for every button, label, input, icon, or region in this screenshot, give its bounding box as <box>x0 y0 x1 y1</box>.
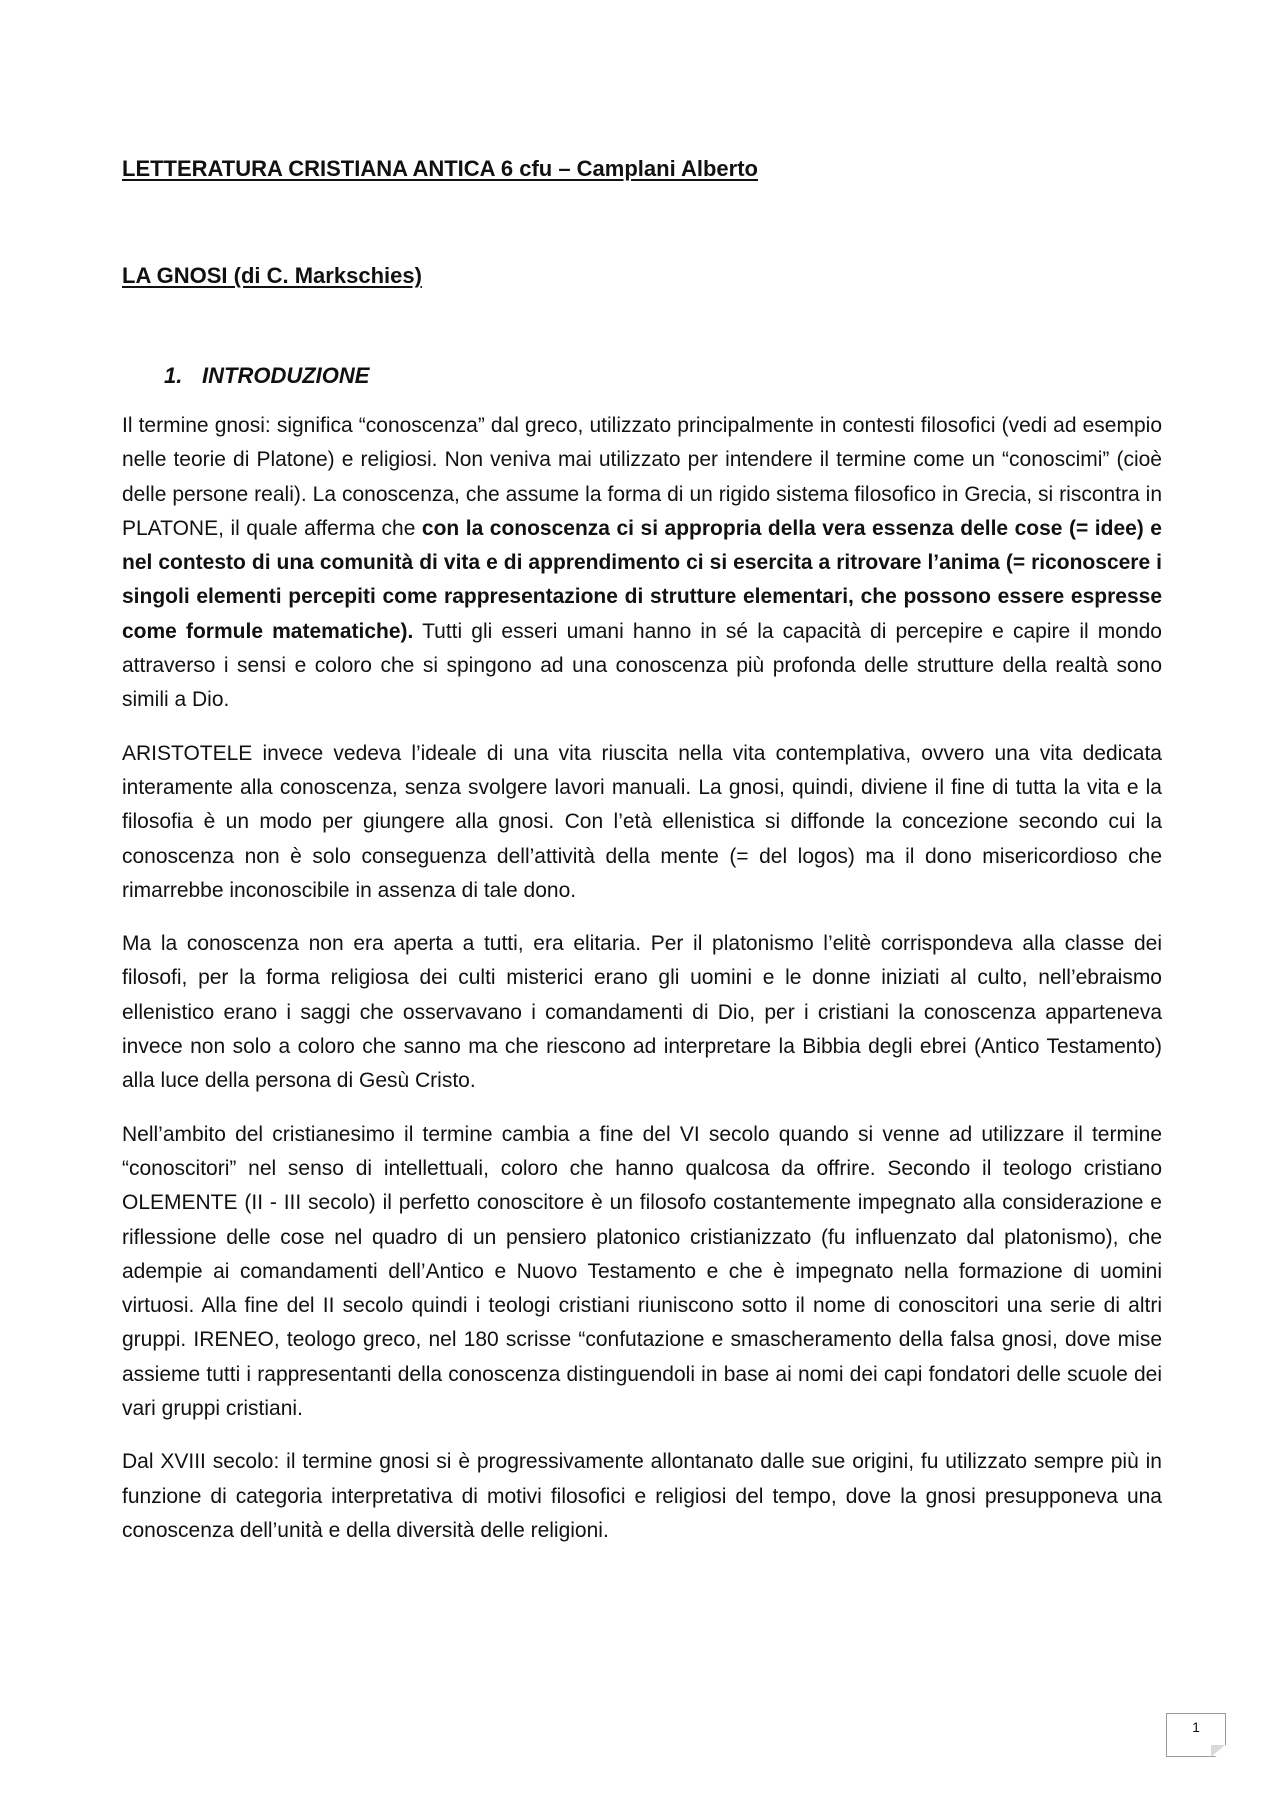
paragraph-1-text-b: Tutti gli esseri umani hanno in sé la capacità di percepire e capire il mondo attraverso i sensi e coloro che si spingono ad una conoscenza più profonda delle strutture della realtà sono simili a Dio. <box>122 619 1162 712</box>
page-number: 1 <box>1192 1719 1200 1735</box>
page-corner-fold-icon <box>1211 1745 1225 1757</box>
paragraph-1-bold-text: con la conoscenza ci si appropria della vera essenza delle cose (= idee) e nel contesto di una comunità di vita e di apprendimento ci si esercita a ritrovare l’anima (= riconoscere i singoli elementi percepiti come rappresentazione di strutture elementari, che possono essere espresse come formule matematiche). <box>122 516 1162 643</box>
document-body <box>122 409 1162 1567</box>
paragraph-1 <box>122 409 1162 718</box>
section-title: INTRODUZIONE <box>202 363 370 388</box>
section-heading <box>164 363 369 389</box>
paragraph-1-text-a: Il termine gnosi: significa “conoscenza” dal greco, utilizzato principalmente in contesti filosofici (vedi ad esempio nelle teorie di Platone) e religiosi. Non veniva mai utilizzato per intendere il termine come un “conoscimi” (cioè delle persone reali). La conoscenza, che assume la forma di un rigido sistema filosofico in Grecia, si riscontra in PLATONE, il quale afferma che <box>122 414 1162 540</box>
paragraph-3: Ma la conoscenza non era aperta a tutti, era elitaria. Per il platonismo l’elitè corrispondeva alla classe dei filosofi, per la forma religiosa dei culti misterici erano gli uomini e le donne iniziati al culto, nell’ebraismo ellenistico erano i saggi che osservavano i comandamenti di Dio, per i cristiani la conoscenza apparteneva invece non solo a coloro che sanno ma che riescono ad interpretare la Bibbia degli ebrei (Antico Testamento) alla luce della persona di Gesù Cristo. <box>122 932 1162 1093</box>
paragraph-5: Dal XVIII secolo: il termine gnosi si è progressivamente allontanato dalle sue origini, fu utilizzato sempre più in funzione di categoria interpretativa di motivi filosofici e religiosi del tempo, dove la gnosi presupponeva una conoscenza dell’unità e della diversità delle religioni. <box>122 1450 1162 1542</box>
document-title: LETTERATURA CRISTIANA ANTICA 6 cfu – Camplani Alberto <box>122 156 758 181</box>
section-number: 1. <box>164 363 183 388</box>
document-subtitle: LA GNOSI (di C. Markschies) <box>122 263 422 288</box>
paragraph-4: Nell’ambito del cristianesimo il termine cambia a fine del VI secolo quando si venne ad utilizzare il termine “conoscitori” nel senso di intellettuali, coloro che hanno qualcosa da offrire. Secondo il teologo cristiano OLEMENTE (II - III secolo) il perfetto conoscitore è un filosofo costantemente impegnato alla considerazione e riflessione delle cose nel quadro di un pensiero platonico cristianizzato (fu influenzato dal platonismo), che adempie ai comandamenti dell’Antico e Nuovo Testamento e che è impegnato nella formazione di uomini virtuosi. Alla fine del II secolo quindi i teologi cristiani riuniscono sotto il nome di conoscitori una serie di altri gruppi. IRENEO, teologo greco, nel 180 scrisse “confutazione e smascheramento della falsa gnosi, dove mise assieme tutti i rappresentanti della conoscenza distinguendoli in base ai nomi dei capi fondatori delle scuole dei vari gruppi cristiani. <box>122 1122 1162 1421</box>
paragraph-2: ARISTOTELE invece vedeva l’ideale di una vita riuscita nella vita contemplativa, ovvero una vita dedicata interamente alla conoscenza, senza svolgere lavori manuali. La gnosi, quindi, diviene il fine di tutta la vita e la filosofia è un modo per giungere alla gnosi. Con l’età ellenistica si diffonde la concezione secondo cui la conoscenza non è solo conseguenza dell’attività della mente (= del logos) ma il dono misericordioso che rimarrebbe inconoscibile in assenza di tale dono. <box>122 741 1162 902</box>
